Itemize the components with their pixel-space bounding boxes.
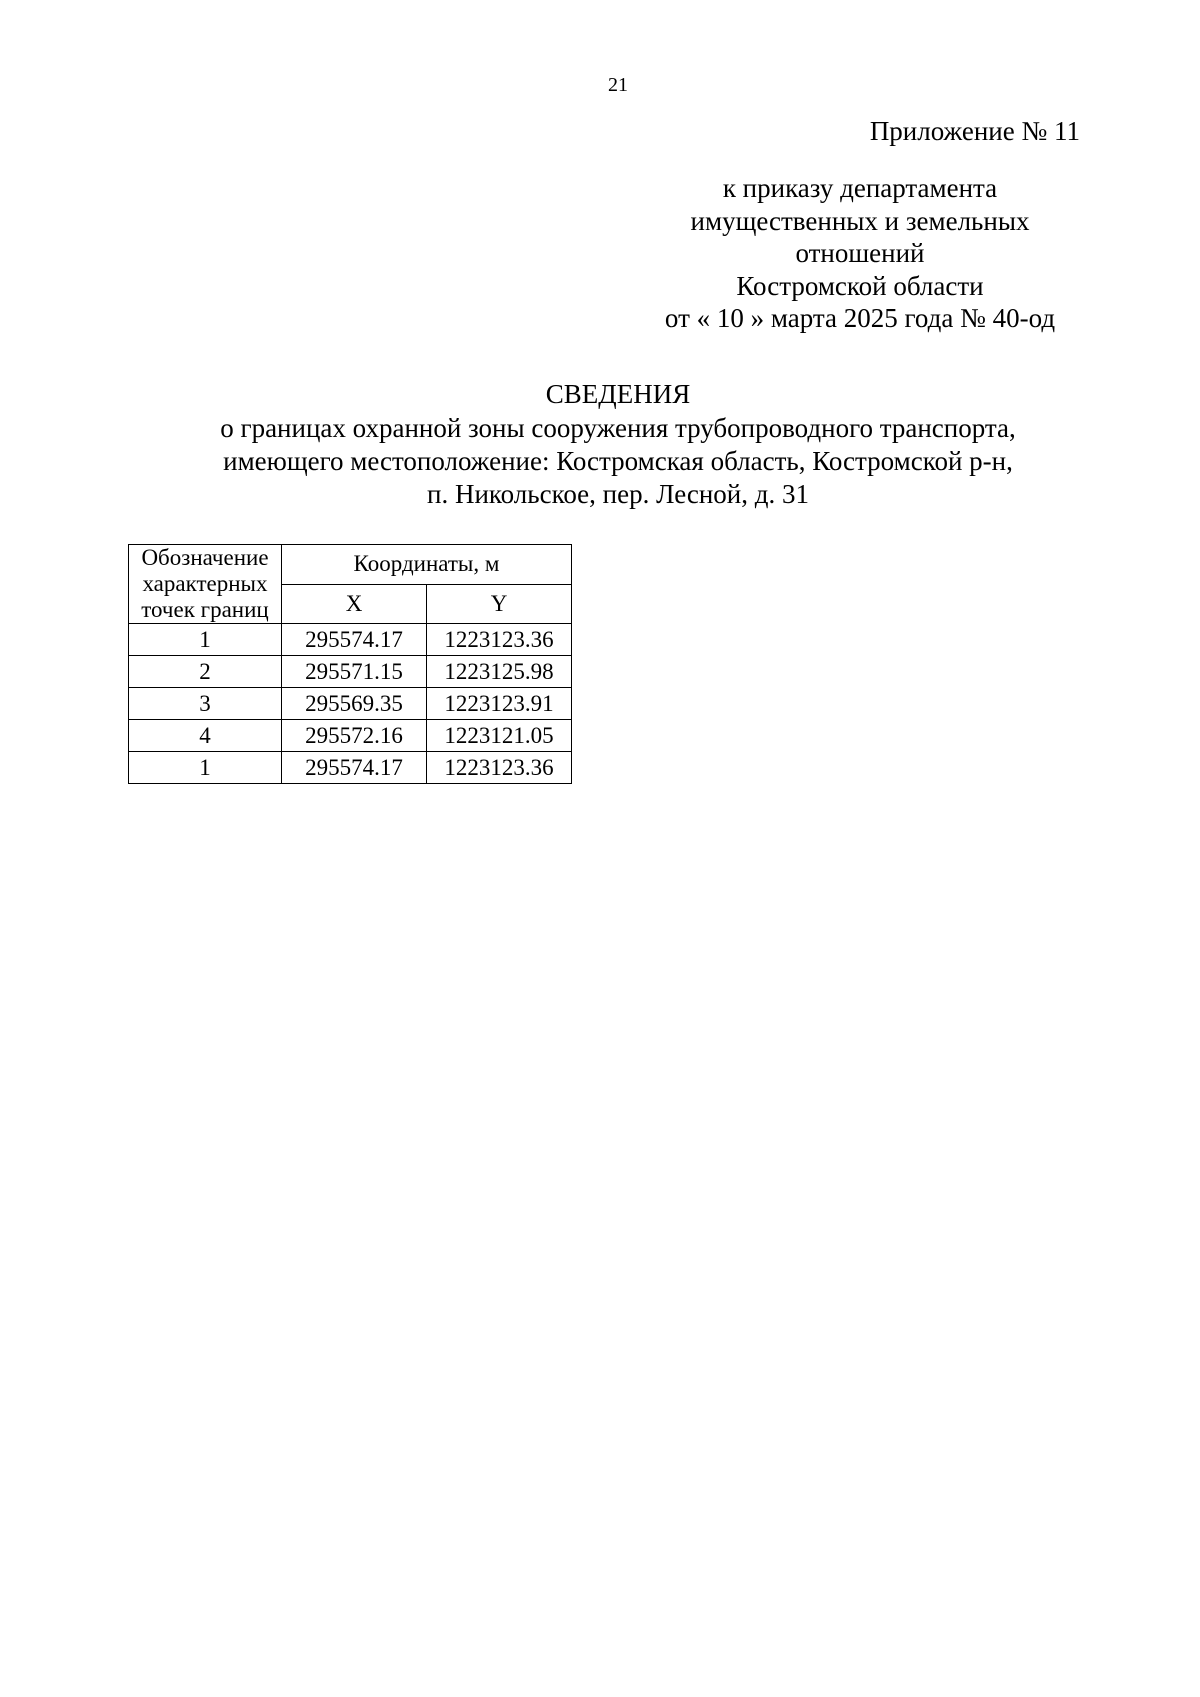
table-row bbox=[129, 624, 572, 656]
cell-point: 4 bbox=[129, 720, 282, 752]
cell-point: 2 bbox=[129, 656, 282, 688]
order-date-line: от « 10 » марта 2025 года № 40-од bbox=[664, 303, 1056, 333]
header-y: Y bbox=[427, 584, 572, 624]
appendix-title: Приложение № 11 bbox=[869, 116, 1080, 146]
cell-y: 1223121.05 bbox=[427, 720, 572, 752]
subtitle-line: п. Никольское, пер. Лесной, д. 31 bbox=[427, 479, 809, 509]
header-point-line: характерных bbox=[142, 571, 268, 596]
cell-x: 295574.17 bbox=[282, 752, 427, 784]
cell-point: 1 bbox=[129, 624, 282, 656]
header-point-line: Обозначение bbox=[141, 545, 269, 570]
cell-x: 295569.35 bbox=[282, 688, 427, 720]
order-line: имущественных и земельных bbox=[690, 205, 1030, 236]
cell-x: 295571.15 bbox=[282, 656, 427, 688]
cell-point: 3 bbox=[129, 688, 282, 720]
header-point-line: точек границ bbox=[141, 597, 269, 622]
order-line: отношений bbox=[795, 238, 925, 268]
table-header-row bbox=[129, 545, 572, 585]
header-coordinates: Координаты, м bbox=[282, 545, 572, 585]
table-row bbox=[129, 656, 572, 688]
order-line: Костромской области bbox=[736, 270, 984, 301]
cell-y: 1223123.91 bbox=[427, 688, 572, 720]
header-x: X bbox=[282, 584, 427, 624]
document-subtitle bbox=[0, 412, 1200, 511]
order-reference bbox=[580, 172, 1140, 335]
subtitle-line: о границах охранной зоны сооружения трубопроводного транспорта, bbox=[220, 413, 1016, 443]
table-row bbox=[129, 752, 572, 784]
cell-y: 1223123.36 bbox=[427, 624, 572, 656]
cell-x: 295574.17 bbox=[282, 624, 427, 656]
header-point-designation bbox=[129, 545, 282, 624]
cell-y: 1223125.98 bbox=[427, 656, 572, 688]
page-number: 21 bbox=[608, 74, 628, 96]
subtitle-line: имеющего местоположение: Костромская область, Костромской р-н, bbox=[223, 446, 1013, 476]
coordinates-table bbox=[128, 544, 572, 784]
cell-x: 295572.16 bbox=[282, 720, 427, 752]
order-line: к приказу департамента bbox=[722, 173, 998, 203]
cell-y: 1223123.36 bbox=[427, 752, 572, 784]
table-row bbox=[129, 720, 572, 752]
table-row bbox=[129, 688, 572, 720]
cell-point: 1 bbox=[129, 752, 282, 784]
document-title: СВЕДЕНИЯ bbox=[545, 379, 691, 409]
